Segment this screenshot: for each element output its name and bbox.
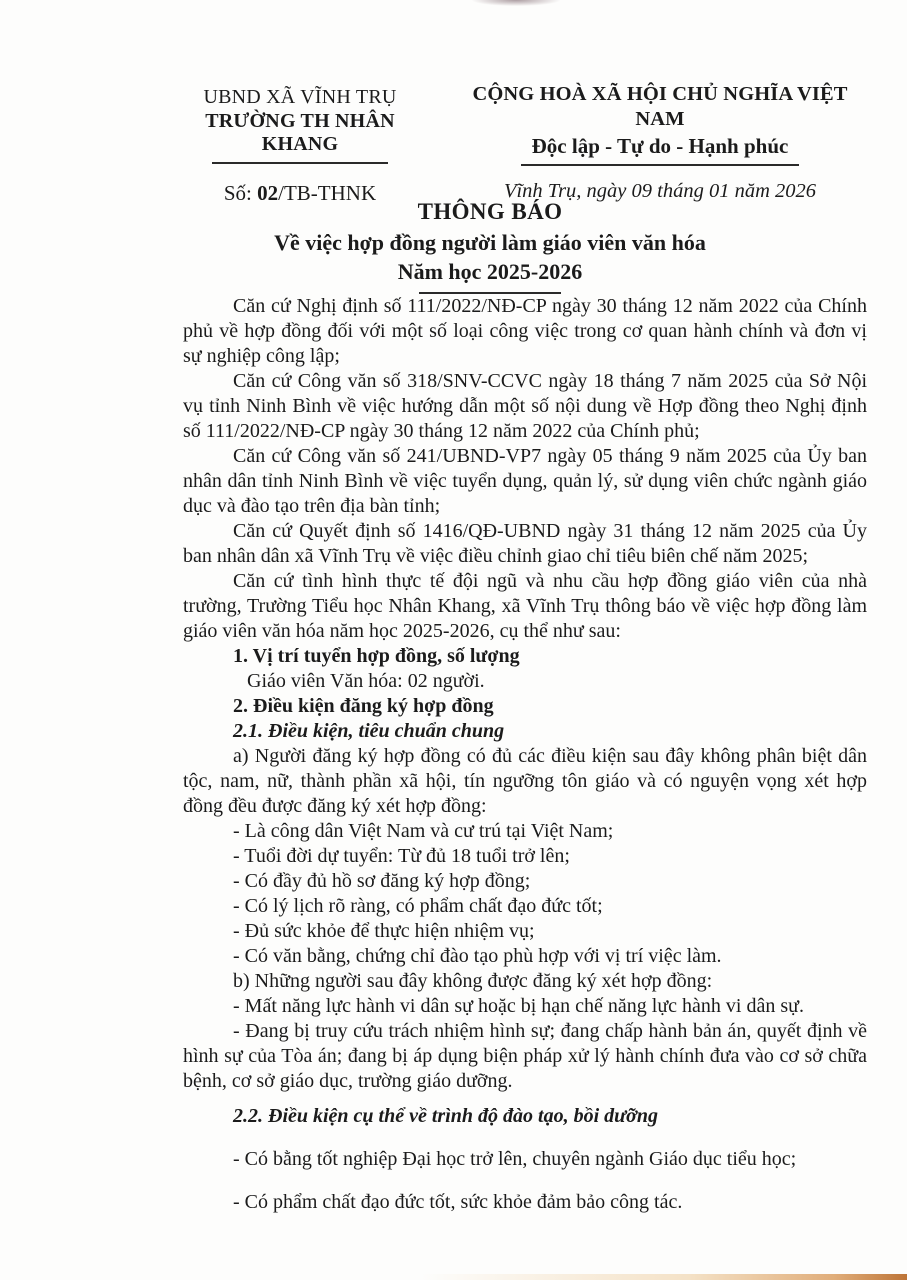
paragraph: Căn cứ tình hình thực tế đội ngũ và nhu cầu hợp đồng giáo viên của nhà trường, Trường Tiểu học Nhân Khang, xã Vĩnh Trụ thông báo về việc hợp đồng làm giáo viên văn hóa năm học 2025-2026, cụ thể như sau:	[183, 570, 867, 642]
issuer-parent-org: UBND XÃ VĨNH TRỤ	[203, 86, 397, 108]
paragraph: 2.2. Điều kiện cụ thể về trình độ đào tạo, bồi dưỡng	[233, 1105, 658, 1127]
paragraph: Căn cứ Công văn số 318/SNV-CCVC ngày 18 tháng 7 năm 2025 của Sở Nội vụ tỉnh Ninh Bình về việc hướng dẫn một số nội dung về Hợp đồng theo Nghị định số 111/2022/NĐ-CP ngày 30 tháng 12 năm 2022 của Chính phủ;	[183, 370, 867, 442]
paragraph: - Đủ sức khỏe để thực hiện nhiệm vụ;	[233, 920, 535, 942]
paragraph: - Có văn bằng, chứng chỉ đào tạo phù hợp với vị trí việc làm.	[233, 945, 722, 967]
issuer-school-name: TRƯỜNG TH NHÂN KHANG	[205, 109, 395, 156]
paragraph: Giáo viên Văn hóa: 02 người.	[247, 670, 485, 692]
paragraph: a) Người đăng ký hợp đồng có đủ các điều kiện sau đây không phân biệt dân tộc, nam, nữ, thành phần xã hội, tín ngưỡng tôn giáo và có nguyện vọng xét hợp đồng đều được đăng ký xét hợp đồng:	[183, 745, 867, 817]
paragraph: - Có lý lịch rõ ràng, có phẩm chất đạo đức tốt;	[233, 895, 603, 917]
paragraph: 1. Vị trí tuyển hợp đồng, số lượng	[233, 645, 520, 667]
paragraph: 2.1. Điều kiện, tiêu chuẩn chung	[233, 720, 505, 742]
document-type-title: THÔNG BÁO	[417, 199, 563, 224]
document-title-block	[100, 198, 880, 294]
paragraph: - Có đầy đủ hồ sơ đăng ký hợp đồng;	[233, 870, 531, 892]
paragraph: - Tuổi đời dự tuyển: Từ đủ 18 tuổi trở lên;	[233, 845, 570, 867]
paragraph: Căn cứ Nghị định số 111/2022/NĐ-CP ngày 30 tháng 12 năm 2022 của Chính phủ về hợp đồng đối với một số loại công việc trong cơ quan hành chính và đơn vị sự nghiệp công lập;	[183, 295, 867, 367]
paragraph: Căn cứ Quyết định số 1416/QĐ-UBND ngày 31 tháng 12 năm 2025 của Ủy ban nhân dân xã Vĩnh Trụ về việc điều chỉnh giao chỉ tiêu biên chế năm 2025;	[183, 520, 867, 567]
paragraph: b) Những người sau đây không được đăng ký xét hợp đồng:	[233, 970, 713, 992]
document-number-code: /TB-THNK	[278, 180, 377, 205]
place-and-date: Vĩnh Trụ, ngày 09 tháng 01 năm 2026	[503, 180, 817, 203]
paragraph: 2. Điều kiện đăng ký hợp đồng	[233, 695, 494, 717]
scan-smudge-top	[472, 0, 560, 6]
paragraph: - Là công dân Việt Nam và cư trú tại Việt Nam;	[233, 820, 614, 842]
scan-streak-bottom	[420, 1274, 907, 1280]
national-motto: Độc lập - Tự do - Hạnh phúc	[531, 134, 789, 159]
paragraph: - Mất năng lực hành vi dân sự hoặc bị hạn chế năng lực hành vi dân sự.	[233, 995, 804, 1017]
school-year-line: Năm học 2025-2026	[397, 258, 583, 284]
document-number-prefix: Số:	[223, 180, 258, 205]
motto-underline-rule	[521, 164, 799, 166]
national-title: CỘNG HOÀ XÃ HỘI CHỦ NGHĨA VIỆT NAM	[472, 83, 848, 130]
paragraph: - Có bằng tốt nghiệp Đại học trở lên, chuyên ngành Giáo dục tiểu học;	[233, 1148, 797, 1170]
paragraph: Căn cứ Công văn số 241/UBND-VP7 ngày 05 tháng 9 năm 2025 của Ủy ban nhân dân tỉnh Ninh Bình về việc tuyển dụng, quản lý, sử dụng viên chức ngành giáo dục và đào tạo trên địa bàn tỉnh;	[183, 445, 867, 517]
paragraph: - Có phẩm chất đạo đức tốt, sức khỏe đảm bảo công tác.	[233, 1191, 683, 1213]
document-body	[183, 294, 867, 1215]
document-subject-line: Về việc hợp đồng người làm giáo viên văn hóa	[274, 230, 706, 256]
header-issuing-agency	[165, 86, 435, 206]
paragraph: - Đang bị truy cứu trách nhiệm hình sự; đang chấp hành bản án, quyết định về hình sự của Tòa án; đang bị áp dụng biện pháp xử lý hành chính đưa vào cơ sở chữa bệnh, cơ sở giáo dục, trường giáo dưỡng.	[183, 1020, 867, 1092]
header-national-motto	[447, 82, 873, 204]
issuer-underline-rule	[212, 162, 388, 164]
document-number-value: 02	[257, 180, 279, 205]
